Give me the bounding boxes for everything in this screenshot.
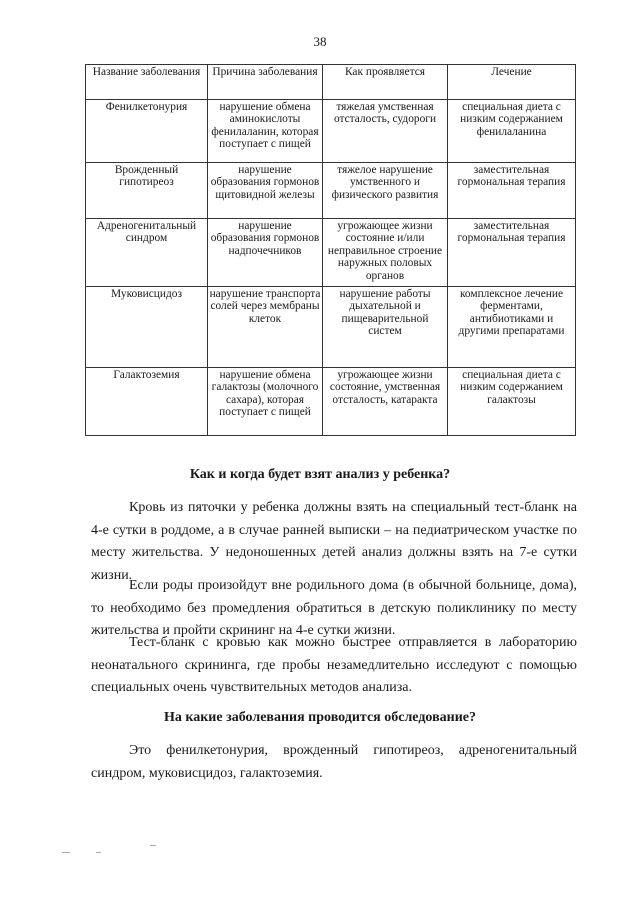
header-treatment: Лечение [448,65,576,100]
treatment-cell: специальная диета с низким содержанием фенилаланина [448,100,576,163]
cause-cell: нарушение транспорта солей через мембраны клеток [208,287,323,368]
scan-speck [96,852,101,853]
paragraph: Если роды произойдут вне родильного дома (в обычной больнице, дома), то необходимо без промедления обратиться в детскую поликлинику по месту жительства и пройти скрининг на 4-е сутки жизни. [91,578,577,638]
manifestation-cell: тяжелое нарушение умственного и физического развития [323,163,448,219]
paragraph: Тест-бланк с кровью как можно быстрее отправляется в лабораторию неонатального скрининга, где пробы незамедлительно исследуют с помощью специальных очень чувствительных методов анализа. [91,635,577,695]
page-number: 38 [313,34,327,49]
table-header-row [86,65,576,100]
disease-name-cell: Адреногенитальный синдром [86,219,208,287]
table-row [86,219,576,287]
disease-table [85,64,576,436]
section-heading-diseases: На какие заболевания проводится обследование? [164,710,476,725]
treatment-cell: заместительная гормональная терапия [448,163,576,219]
manifestation-cell: тяжелая умственная отсталость, судороги [323,100,448,163]
paragraph: Кровь из пяточки у ребенка должны взять на специальный тест-бланк на 4-е сутки в роддоме, а в случае ранней выписки – на педиатрическом участке по месту жительства. У недоношенных детей анализ должны взять на 7-е сутки жизни. [91,500,577,583]
cause-cell: нарушение образования гормонов надпочечников [208,219,323,287]
table-row [86,287,576,368]
table-row [86,163,576,219]
manifestation-cell: угрожающее жизни состояние и/или неправильное строение наружных половых органов [323,219,448,287]
disease-name-cell: Муковисцидоз [86,287,208,368]
treatment-cell: специальная диета с низким содержанием галактозы [448,368,576,436]
table-row [86,368,576,436]
header-manifestation: Как проявляется [323,65,448,100]
manifestation-cell: угрожающее жизни состояние, умственная отсталость, катаракта [323,368,448,436]
treatment-cell: комплексное лечение ферментами, антибиотиками и другими препаратами [448,287,576,368]
manifestation-cell: нарушение работы дыхательной и пищеварительной систем [323,287,448,368]
cause-cell: нарушение образования гормонов щитовидной железы [208,163,323,219]
section-heading-sampling: Как и когда будет взят анализ у ребенка? [189,467,451,482]
disease-name-cell: Галактоземия [86,368,208,436]
header-disease-name: Название заболевания [86,65,208,100]
cause-cell: нарушение обмена галактозы (молочного сахара), которая поступает с пищей [208,368,323,436]
disease-name-cell: Врожденный гипотиреоз [86,163,208,219]
disease-name-cell: Фенилкетонурия [86,100,208,163]
header-cause: Причина заболевания [208,65,323,100]
paragraph: Это фенилкетонурия, врожденный гипотиреоз, адреногенитальный синдром, муковисцидоз, галактоземия. [91,743,577,781]
table-row [86,100,576,163]
scan-speck [150,845,156,846]
cause-cell: нарушение обмена аминокислоты фенилаланин, которая поступает с пищей [208,100,323,163]
scan-speck [62,852,70,853]
treatment-cell: заместительная гормональная терапия [448,219,576,287]
